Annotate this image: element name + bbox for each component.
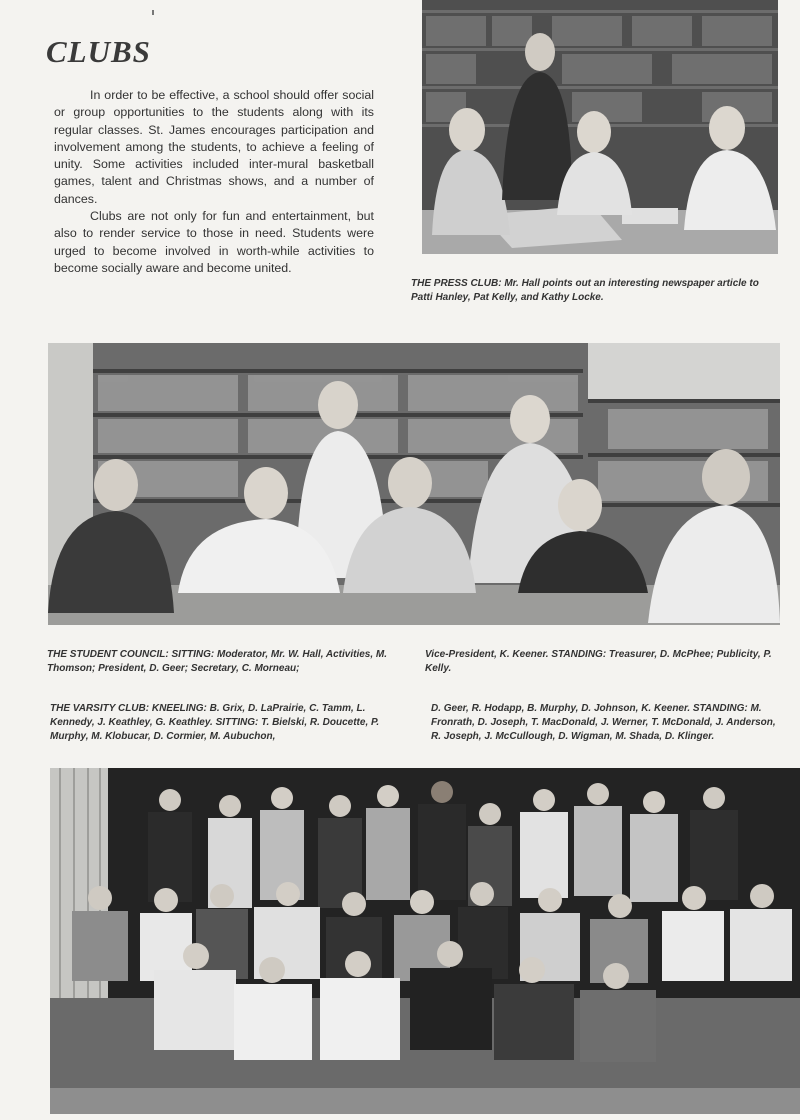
varsity-club-caption-left: THE VARSITY CLUB: KNEELING: B. Grix, D. LaPrairie, C. Tamm, L. Kennedy, J. Keathley, G. Keathley. SITTING: T. Bielski, R. Doucette, P. Murphy, M. Klobucar, D. Cormier, M. Aubuchon, — [50, 703, 380, 742]
page-title: CLUBS — [46, 34, 151, 69]
press-club-caption-lead: THE PRESS CLUB: — [411, 278, 502, 289]
student-council-caption-left: THE STUDENT COUNCIL: SITTING: Moderator, Mr. W. Hall, Activities, M. Thomson; President, D. Geer; Secretary, C. Morneau; — [47, 649, 388, 674]
varsity-club-photo-art — [50, 768, 800, 1114]
press-club-caption-text: Mr. Hall points out an interesting newspaper article to Patti Hanley, Pat Kelly, and Kathy Locke. — [411, 278, 759, 303]
intro-paragraph: In order to be effective, a school should offer social or group opportunities to the students along with its regular classes. St. James encourages participation and involvement among the students, to achieve a feeling of unity. Some activities included inter-mural basketball games, talent and Christmas shows, and a number of dances. — [54, 88, 374, 206]
press-club-photo-art — [422, 0, 778, 254]
student-council-photo-art — [48, 343, 780, 625]
press-club-photo — [422, 0, 778, 254]
print-speck — [152, 10, 154, 15]
press-club-caption — [411, 277, 783, 305]
intro-text — [54, 87, 374, 277]
varsity-club-photo — [50, 768, 800, 1114]
student-council-photo — [48, 343, 780, 625]
student-council-caption-right: Vice-President, K. Keener. STANDING: Treasurer, D. McPhee; Publicity, P. Kelly. — [425, 649, 772, 674]
intro-paragraph: Clubs are not only for fun and entertainment, but also to render service to those in need. Students were urged to become involved in worth-while activities to become socially aware and become united. — [54, 209, 374, 275]
varsity-club-caption-right: D. Geer, R. Hodapp, B. Murphy, D. Johnson, K. Keener. STANDING: M. Fronrath, D. Joseph, T. MacDonald, J. Werner, T. McDonald, J. Anderson, R. Joseph, J. McCullough, D. Wigman, M. Shada, D. Klinger. — [431, 703, 776, 742]
